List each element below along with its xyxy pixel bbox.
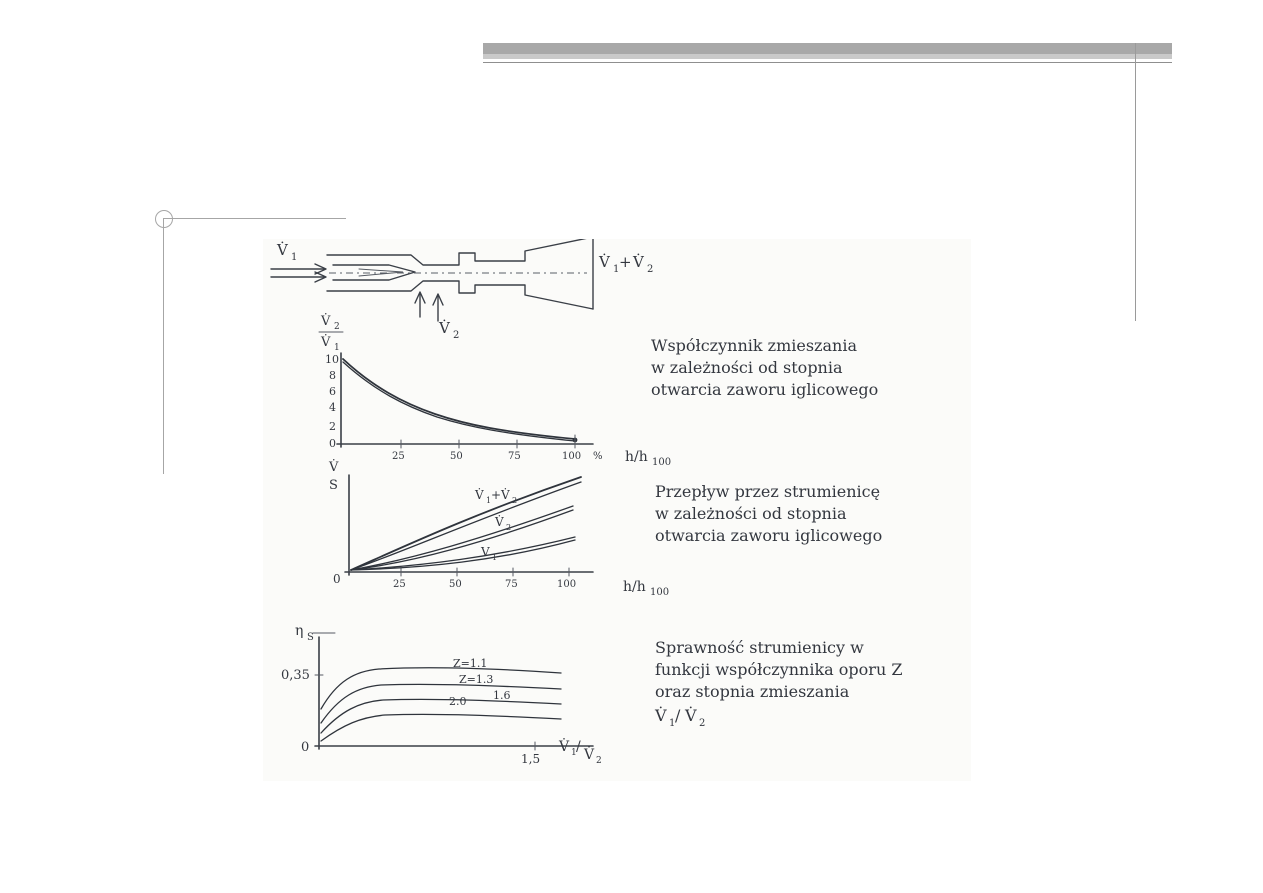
chart-efficiency — [281, 623, 902, 766]
axis-title-vdot: V̇ — [329, 460, 339, 475]
svg-text:/: / — [675, 706, 681, 725]
svg-text:V̇: V̇ — [633, 253, 644, 271]
svg-text:1: 1 — [613, 264, 620, 275]
ytick-2: 2 — [329, 420, 336, 433]
xtick2-75: 75 — [505, 579, 518, 590]
corner-marker-icon — [155, 210, 173, 228]
ytick-8: 8 — [329, 369, 336, 382]
ytick-10: 10 — [325, 353, 339, 366]
ytick-0: 0 — [329, 437, 336, 450]
scanned-figure — [263, 239, 971, 781]
label-v1-inlet: V̇ — [277, 241, 288, 259]
xtick-75: 75 — [508, 451, 521, 462]
xaxis-label-2: h/h — [623, 579, 646, 595]
chart-entrainment-ratio — [319, 313, 878, 468]
chart-flow-rate — [328, 459, 882, 598]
svg-text:2: 2 — [334, 322, 340, 332]
svg-text:funkcji współczynnika oporu Z: funkcji współczynnika oporu Z — [655, 660, 903, 679]
svg-text:100: 100 — [652, 457, 672, 468]
svg-text:+: + — [491, 488, 502, 502]
xtick-25: 25 — [392, 451, 405, 462]
svg-text:2: 2 — [453, 330, 460, 341]
svg-text:Sprawność strumienicy w: Sprawność strumienicy w — [655, 638, 864, 657]
curve-label-v2: V̇ — [495, 515, 504, 529]
xaxis-label-1: h/h — [625, 449, 648, 465]
header-decoration-band-secondary — [483, 54, 1172, 59]
svg-text:1: 1 — [492, 553, 498, 562]
svg-text:Przepływ przez strumienicę: Przepływ przez strumienicę — [655, 482, 881, 501]
origin-0: 0 — [333, 572, 341, 586]
right-vertical-rule — [1135, 43, 1136, 321]
curve-label-16: 1.6 — [493, 689, 511, 702]
svg-text:otwarcia zaworu iglicowego: otwarcia zaworu iglicowego — [651, 380, 879, 399]
left-vertical-rule — [163, 218, 164, 474]
svg-text:V̇: V̇ — [685, 706, 697, 725]
xtick-100: 100 — [562, 451, 582, 462]
svg-text:S: S — [329, 478, 338, 493]
svg-text:+: + — [619, 253, 632, 271]
caption-1 — [651, 336, 878, 399]
axis-title-eta: η — [295, 623, 304, 639]
svg-text:V̇: V̇ — [501, 488, 510, 502]
xtick2-100: 100 — [557, 579, 577, 590]
svg-text:oraz stopnia zmieszania: oraz stopnia zmieszania — [655, 682, 850, 701]
xunit-percent: % — [593, 451, 603, 462]
curve-label-v1: V — [481, 545, 490, 559]
label-v1-plus-v2-outlet: V̇ — [599, 253, 610, 271]
ytick3-0: 0 — [301, 740, 310, 755]
svg-text:S: S — [307, 632, 314, 643]
xtick-50: 50 — [450, 451, 463, 462]
curve-label-z11: Z=1.1 — [453, 657, 488, 670]
axis-title-v1: V̇ — [321, 335, 331, 350]
svg-text:otwarcia zaworu iglicowego: otwarcia zaworu iglicowego — [655, 526, 883, 545]
svg-text:2: 2 — [506, 523, 512, 532]
svg-text:2: 2 — [596, 756, 602, 766]
svg-text:2: 2 — [699, 718, 706, 729]
svg-text:2: 2 — [647, 264, 654, 275]
svg-text:w zależności od stopnia: w zależności od stopnia — [655, 504, 847, 523]
left-horizontal-rule — [163, 218, 346, 219]
svg-text:1: 1 — [669, 718, 676, 729]
svg-text:1: 1 — [571, 748, 577, 758]
svg-text:100: 100 — [650, 587, 670, 598]
svg-text:V̇: V̇ — [584, 747, 595, 763]
ytick-6: 6 — [329, 385, 336, 398]
curve-label-z13: Z=1.3 — [459, 673, 494, 686]
svg-text:1: 1 — [334, 343, 340, 353]
svg-text:/: / — [576, 739, 581, 755]
label-v2-inlet: V̇ — [439, 319, 450, 337]
svg-text:1: 1 — [486, 496, 492, 505]
ytick-4: 4 — [329, 401, 336, 414]
xtick3-15: 1,5 — [521, 752, 541, 766]
svg-text:V̇: V̇ — [655, 706, 667, 725]
header-rule — [483, 62, 1172, 63]
svg-text:1: 1 — [291, 252, 298, 263]
svg-text:Współczynnik zmieszania: Współczynnik zmieszania — [651, 336, 857, 355]
curve-label-v1v2: V̇ — [475, 488, 484, 502]
caption-3 — [654, 638, 902, 729]
xaxis-label-3: V̇ — [559, 739, 570, 755]
svg-text:w zależności od stopnia: w zależności od stopnia — [651, 358, 843, 377]
axis-title-v2: V̇ — [321, 314, 331, 329]
caption-2 — [655, 482, 882, 545]
xtick2-25: 25 — [393, 579, 406, 590]
header-decoration-band — [483, 43, 1172, 54]
svg-text:2: 2 — [512, 496, 518, 505]
ytick-035: 0,35 — [281, 668, 310, 683]
curve-label-20: 2.0 — [449, 695, 467, 708]
xtick2-50: 50 — [449, 579, 462, 590]
